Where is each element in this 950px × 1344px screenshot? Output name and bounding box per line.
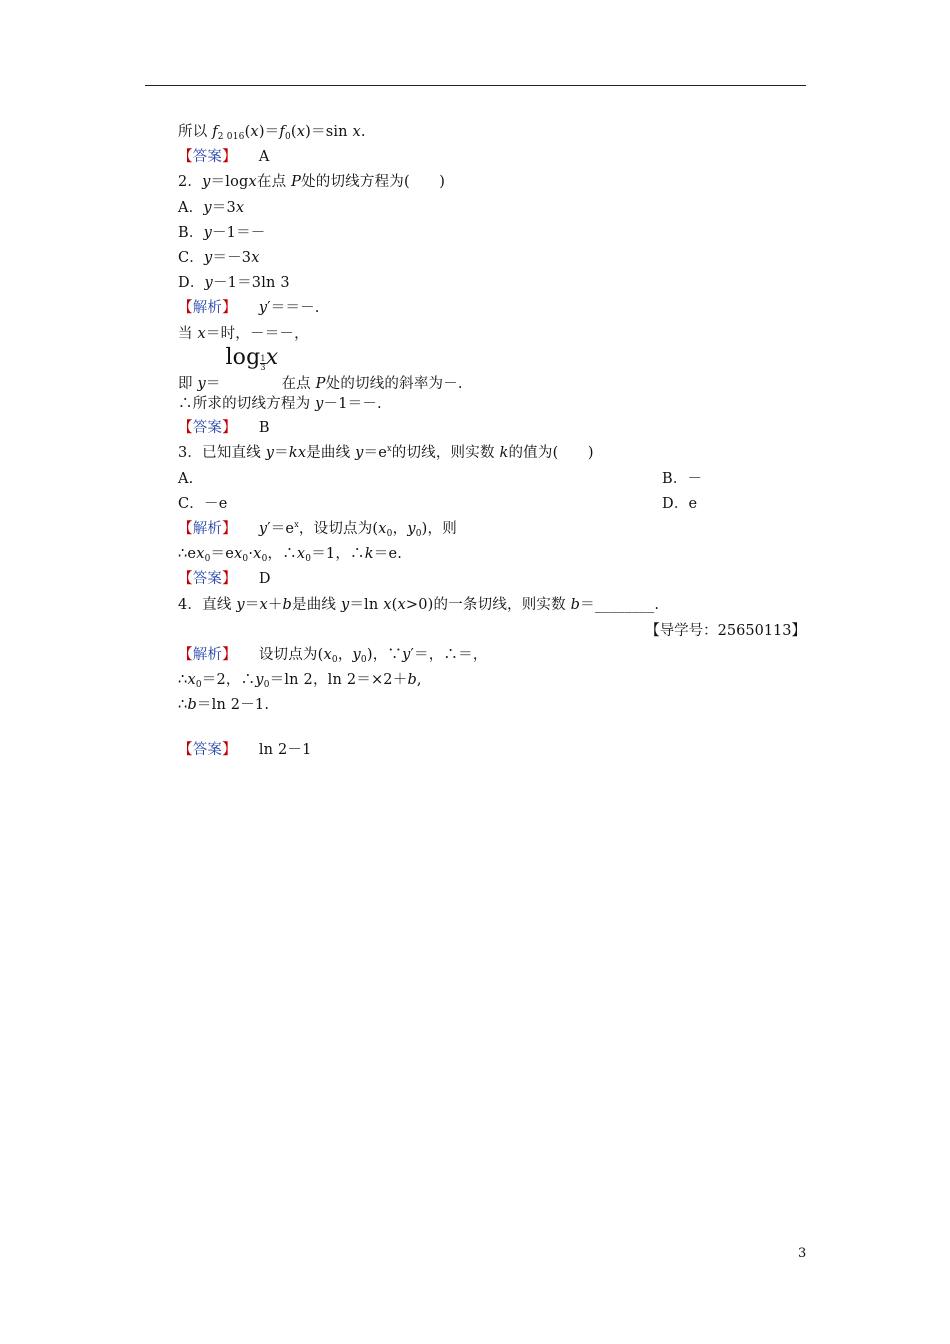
text-line: $\therefore x_0=2$，$\therefore y_0=\ln$ 2，ln 2＝×2＋b, <box>178 672 422 690</box>
option-a: A．y＝3x <box>178 200 245 216</box>
text-line: $\therefore ex_0=ex_0\cdot x_0$，$\therefore x_0=1$，∴k＝e. <box>178 546 403 564</box>
answer-line: 【答案】 D <box>178 571 271 587</box>
answer-line: 【答案】 A <box>178 149 270 165</box>
question-4: 4．直线 y＝x＋b是曲线 y＝ln x(x>0)的一条切线，则实数 b＝________. <box>178 597 660 613</box>
guide-number: 【导学号：25650113】 <box>645 623 806 639</box>
text-line: 当 x＝时，－＝－， <box>178 326 309 342</box>
text-line: 即 y＝ log $\frac{1}{3}x$ 在点 P处的切线的斜率为－. <box>178 345 463 392</box>
options-row: A. B．－ <box>178 471 703 487</box>
header-rule <box>145 85 806 86</box>
option-d: D．y－1＝3ln 3 <box>178 275 290 291</box>
question-2: 2．y＝logx在点 P处的切线方程为( ) <box>178 174 446 190</box>
text-line: 所以 $f_{2 016}(x)=f_0(x)=\sin$ x. <box>178 124 366 142</box>
question-3: 3．已知直线 y＝kx是曲线 $y=e^x$的切线，则实数 k的值为( ) <box>178 444 594 461</box>
answer-line: 【答案】 ln 2－1 <box>178 742 312 758</box>
option-c: C．y＝－3x <box>178 250 260 266</box>
analysis-line: 【解析】 $y'=e^x$，设切点为($x_0$，$y_0$)，则 <box>178 520 457 539</box>
analysis-line: 【解析】 设切点为($x_0$，$y_0$)，∵y′＝，∴＝， <box>178 647 488 665</box>
option-b: B．y－1＝－ <box>178 225 266 241</box>
page-number: 3 <box>798 1246 807 1261</box>
options-row: C．－e D．e <box>178 496 698 512</box>
log-expression: log $\frac{1}{3}x$ <box>225 345 279 372</box>
answer-line: 【答案】 B <box>178 420 270 436</box>
text-line: ∴b＝ln 2－1. <box>178 697 270 713</box>
text-line: ∴所求的切线方程为 y－1＝－. <box>178 396 382 412</box>
analysis-line: 【解析】 y′＝＝－. <box>178 300 320 316</box>
